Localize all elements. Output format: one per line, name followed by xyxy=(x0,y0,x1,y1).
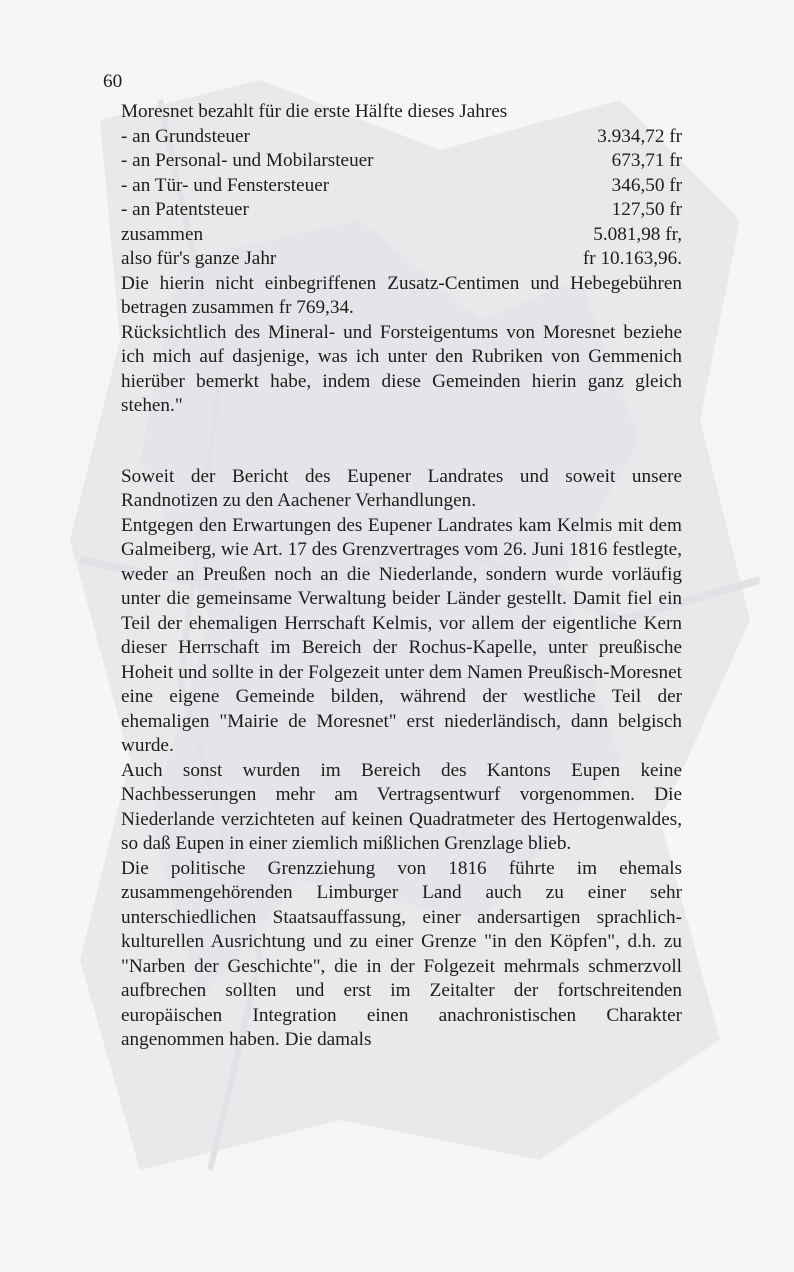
tax-row xyxy=(121,149,682,174)
tax-label: - an Grundsteuer xyxy=(121,125,250,147)
tax-label: - an Patentsteuer xyxy=(121,199,249,220)
page-number: 60 xyxy=(103,71,123,92)
tax-row xyxy=(121,174,682,199)
tax-value: 346,50 fr xyxy=(611,174,682,196)
paragraph-eupen: Auch sonst wurden im Bereich des Kantons Eupen keine Nachbesserungen mehr am Vertragsentwurf vorgenommen. Die Niederlande verzichteten auf keinen Quadratmeter des Hertogenwaldes, so daß Eupen in einer ziemlich mißlichen Grenzlage blieb. xyxy=(121,759,682,854)
tax-label: also für's ganze Jahr xyxy=(121,248,277,269)
tax-value: fr 10.163,96. xyxy=(582,248,682,269)
tax-row xyxy=(121,125,682,150)
tax-value: 673,71 fr xyxy=(611,150,682,171)
tax-value: 127,50 fr xyxy=(611,199,682,220)
paragraph-border: Die politische Grenzziehung von 1816 führte im ehemals zusammengehörenden Limburger Land auch zu einer sehr unterschiedlichen Staatsauffassung, einer andersartigen sprachlich-kulturellen Ausrichtung und zu einer Grenze "in den Köpfen", d.h. zu "Narben der Geschichte", die in der Folgezeit mehrmals schmerzvoll aufbrechen sollten und erst im Zeitalter der fortschreitenden europäischen Integration einen anachronistischen Charakter angenommen haben. Die damals xyxy=(121,857,682,1050)
tax-value: 3.934,72 fr xyxy=(597,125,682,147)
page-body xyxy=(121,70,682,1053)
tax-row xyxy=(121,223,682,248)
paragraph-kelmis: Entgegen den Erwartungen des Eupener Landrates kam Kelmis mit dem Galmeiberg, wie Art. 17 des Grenzvertrages vom 26. Juni 1816 festlegte, weder an Preußen noch an die Niederlande, sondern wurde vorläufig unter die gemeinsame Verwaltung beider Länder gestellt. Damit fiel ein Teil der ehemaligen Herrschaft Kelmis, vor allem der eigentliche Kern dieser Herrschaft im Bereich der Rochus-Kapelle, unter preußische Hoheit und sollte in der Folgezeit unter dem Namen Preußisch-Moresnet eine eigene Gemeinde bilden, während der westliche Teil der ehemaligen "Mairie de Moresnet" erst niederländisch, dann belgisch wurde. xyxy=(121,514,682,756)
paragraph-report-end: Soweit der Bericht des Eupener Landrates und soweit unsere Randnotizen zu den Aachener Verhandlungen. xyxy=(121,465,682,511)
tax-table xyxy=(121,125,682,272)
paragraph-surcharges: Die hierin nicht einbegriffenen Zusatz-Centimen und Hebegebühren betragen zusammen fr 769,34. xyxy=(121,272,682,318)
paragraph-mineral-forest: Rücksichtlich des Mineral- und Forsteigentums von Moresnet beziehe ich mich auf dasjenige, was ich unter den Rubriken von Gemmenich hierüber bemerkt habe, indem diese Gemeinden hierin ganz gleich stehen." xyxy=(121,321,682,416)
tax-value: 5.081,98 fr, xyxy=(593,223,682,245)
tax-row xyxy=(121,247,682,272)
tax-label: zusammen xyxy=(121,223,204,245)
tax-row xyxy=(121,198,682,223)
tax-label: - an Tür- und Fenstersteuer xyxy=(121,174,330,196)
intro-line: Moresnet bezahlt für die erste Hälfte dieses Jahres xyxy=(121,101,508,122)
tax-label: - an Personal- und Mobilarsteuer xyxy=(121,150,374,171)
